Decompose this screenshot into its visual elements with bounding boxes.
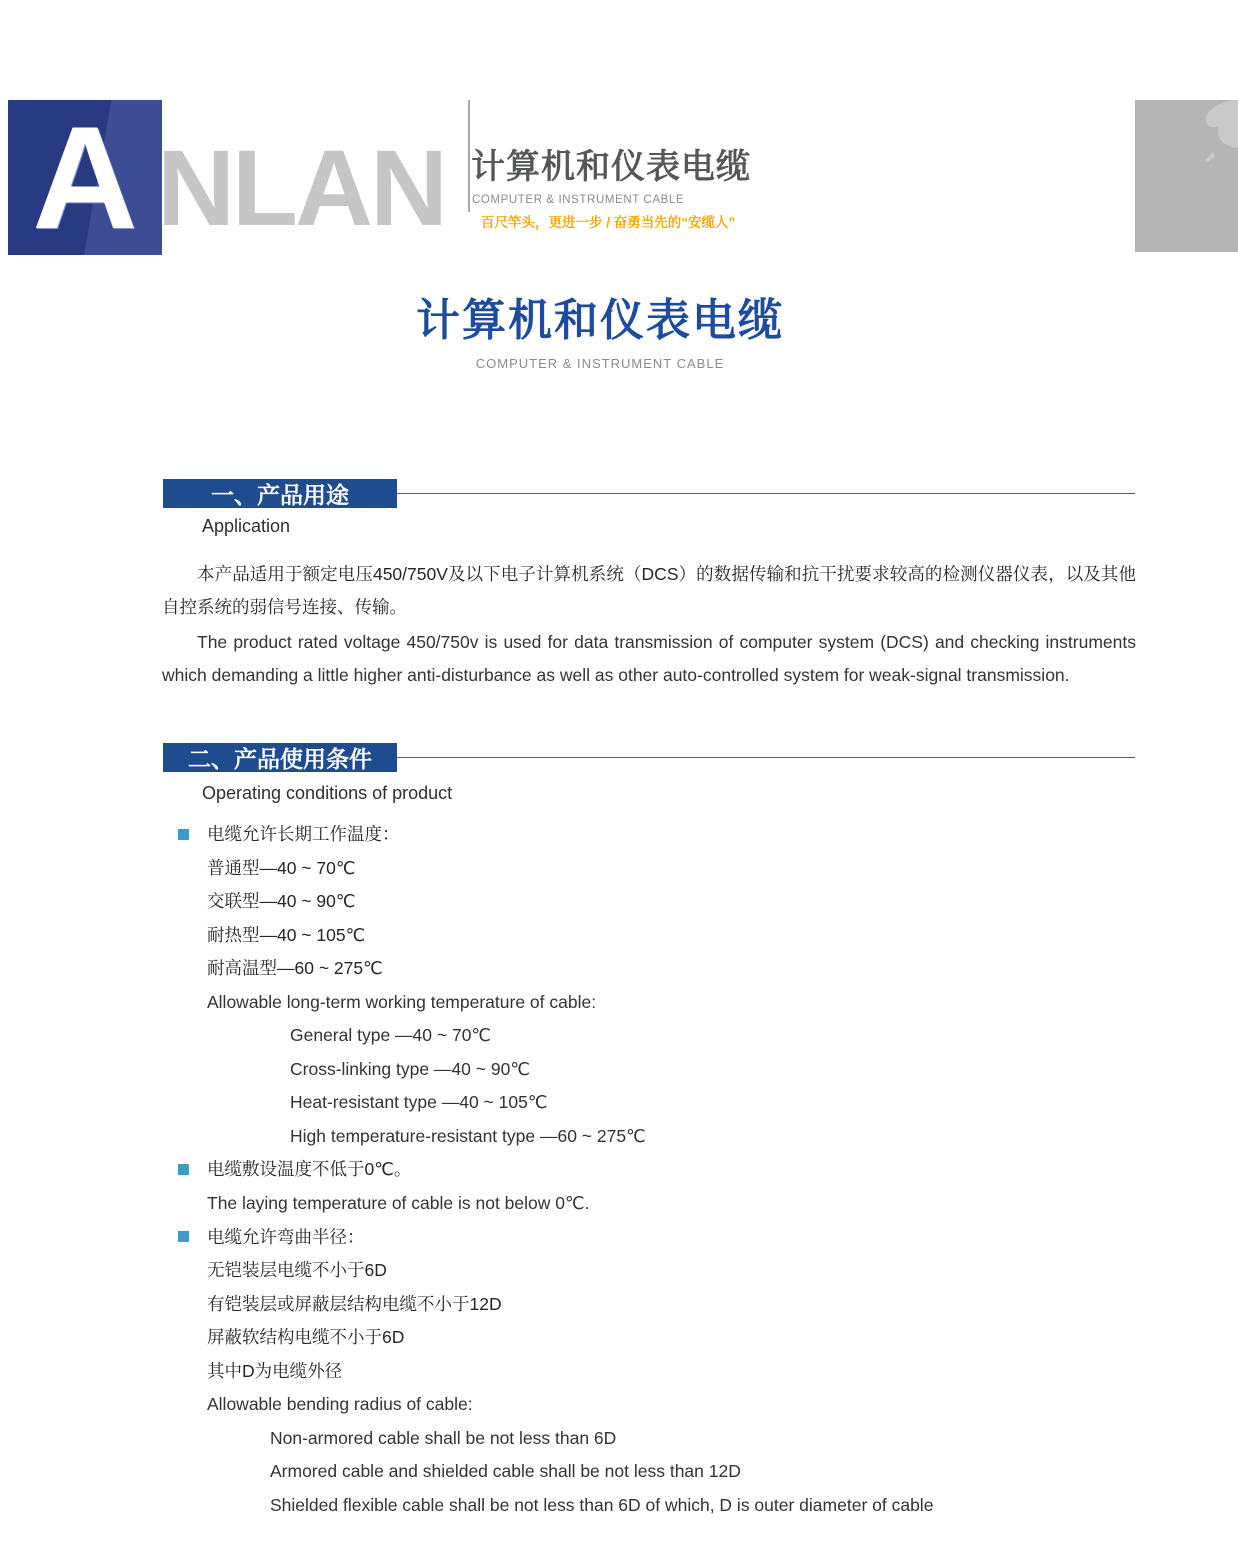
temperature-head-label: 电缆允许长期工作温度： (207, 824, 400, 844)
section-1-heading: 一、产品用途 (211, 482, 349, 508)
header-photo (1135, 100, 1238, 252)
section-1-heading-band (163, 479, 397, 508)
temp-label-en: Allowable long-term working temperature of cable: (207, 991, 597, 1012)
temp-line-en: High temperature-resistant type —60 ~ 275℃ (290, 1125, 646, 1146)
laying-temperature-label: 电缆敷设温度不低于0℃。 (207, 1159, 412, 1180)
bend-line-cn: 屏蔽软结构电缆不小于6D (207, 1327, 405, 1348)
page-subtitle: COMPUTER & INSTRUMENT CABLE (475, 356, 725, 371)
bend-label-en: Allowable bending radius of cable: (207, 1394, 473, 1415)
page-title: 计算机和仪表电缆 (416, 296, 784, 345)
temp-line-cn: 交联型—40 ~ 90℃ (207, 891, 356, 912)
header-product-title-en: COMPUTER & INSTRUMENT CABLE (472, 194, 685, 206)
temp-line-cn: 普通型—40 ~ 70℃ (207, 857, 356, 878)
section-2-rule (397, 757, 1135, 758)
logo-wordmark: NLAN (157, 127, 445, 248)
section-2-heading-band (163, 743, 397, 772)
bend-line-cn: 其中D为电缆外径 (207, 1360, 343, 1381)
temp-line-en: General type —40 ~ 70℃ (290, 1025, 492, 1046)
bullet-square-icon (178, 1231, 189, 1242)
bullet-square-icon (178, 829, 189, 840)
anlan-logo-mark (8, 96, 162, 259)
bend-line-en: Shielded flexible cable shall be not less than 6D of which, D is outer diameter of cable (270, 1494, 934, 1515)
conditions-list (0, 818, 1238, 1522)
application-paragraph-cn: 本产品适用于额定电压450/750V及以下电子计算机系统（DCS）的数据传输和抗干扰要求较高的检测仪器仪表，以及其他自控系统的弱信号连接、传输。 (162, 564, 1136, 617)
application-paragraph-en: The product rated voltage 450/750v is used for data transmission of computer system (DCS) and checking instruments which demanding a little higher anti-disturbance as well as other auto-controlled system for weak-signal transmission. (162, 632, 1136, 685)
section-1-rule (397, 493, 1135, 494)
temp-line-cn: 耐高温型—60 ~ 275℃ (207, 958, 383, 979)
bend-line-cn: 无铠装层电缆不小于6D (207, 1260, 387, 1281)
logo-letter-a: A (32, 96, 138, 259)
bend-line-cn: 有铠装层或屏蔽层结构电缆不小于12D (207, 1293, 502, 1314)
list-item-bending-radius-head (0, 1221, 1238, 1255)
bend-line-en: Non-armored cable shall be not less than 6D (270, 1427, 617, 1448)
list-item-temperature-head (0, 818, 1238, 852)
temp-line-cn: 耐热型—40 ~ 105℃ (207, 924, 366, 945)
section-1-subheading: Application (202, 516, 291, 536)
header-divider (468, 100, 470, 212)
list-item-laying-temperature (0, 1153, 1238, 1187)
leaf-icon (1135, 100, 1238, 252)
temp-line-en: Heat-resistant type —40 ~ 105℃ (290, 1092, 548, 1113)
bending-radius-head-label: 电缆允许弯曲半径： (207, 1226, 365, 1247)
laying-temperature-en: The laying temperature of cable is not below 0℃. (207, 1193, 590, 1214)
bend-line-en: Armored cable and shielded cable shall be not less than 12D (270, 1461, 741, 1482)
bullet-square-icon (178, 1164, 189, 1175)
header-product-title-cn: 计算机和仪表电缆 (471, 148, 751, 186)
section-2-subheading: Operating conditions of product (202, 783, 453, 803)
header-slogan: 百尺竿头，更进一步 / 奋勇当先的“安缆人” (481, 215, 736, 230)
section-2-heading: 二、产品使用条件 (188, 746, 372, 772)
temp-line-en: Cross-linking type —40 ~ 90℃ (290, 1058, 530, 1079)
